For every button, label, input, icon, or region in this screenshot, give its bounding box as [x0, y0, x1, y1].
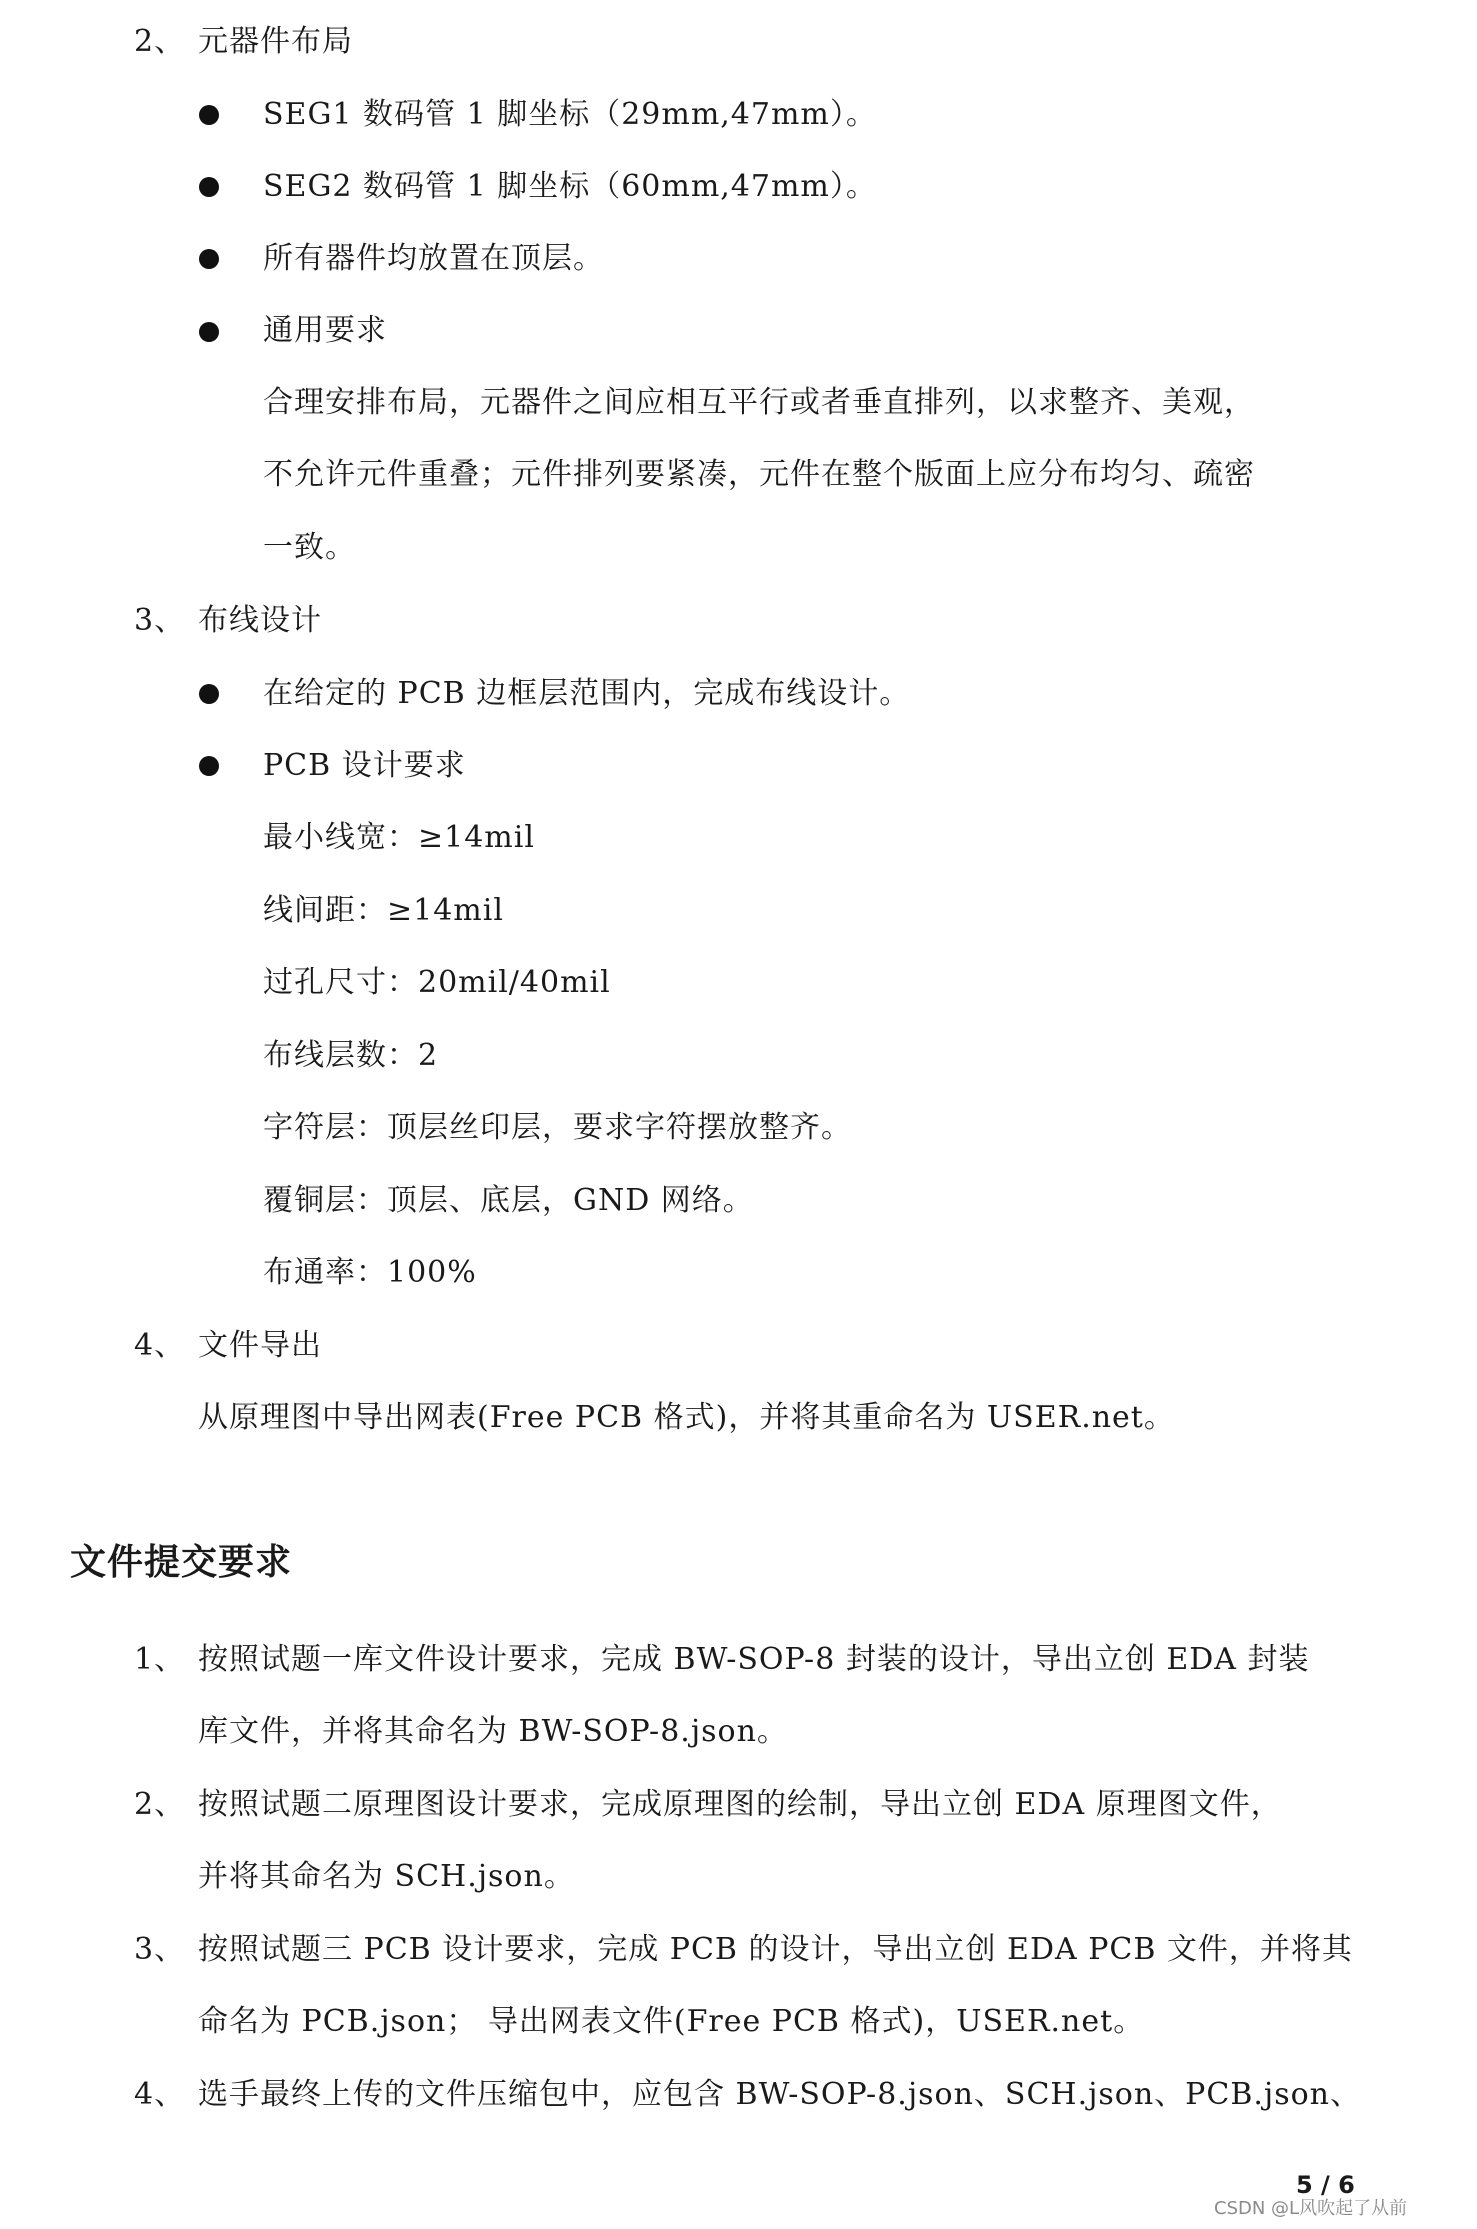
list-item: 按照试题二原理图设计要求，完成原理图的绘制，导出立创 EDA 原理图文件， — [198, 1787, 1282, 1822]
requirement-line: 最小线宽：≥14mil — [263, 820, 535, 855]
requirement-line: 覆铜层：顶层、底层，GND 网络。 — [263, 1183, 754, 1218]
bullet-dot — [199, 249, 219, 269]
paragraph-line: 不允许元件重叠；元件排列要紧凑，元件在整个版面上应分布均匀、疏密 — [263, 457, 1255, 492]
bullet-item: SEG2 数码管 1 脚坐标（60mm,47mm）。 — [263, 169, 877, 204]
bullet-dot — [199, 105, 219, 125]
list-item-continuation: 命名为 PCB.json； 导出网表文件(Free PCB 格式)，USER.net。 — [198, 2004, 1145, 2039]
list-number: 4、 — [134, 2077, 186, 2112]
bullet-dot — [199, 322, 219, 342]
list-item-continuation: 库文件，并将其命名为 BW-SOP-8.json。 — [198, 1714, 788, 1749]
bullet-item: 所有器件均放置在顶层。 — [263, 241, 604, 276]
bullet-item: PCB 设计要求 — [263, 748, 466, 783]
paragraph-line: 一致。 — [263, 530, 356, 565]
list-item-continuation: 并将其命名为 SCH.json。 — [198, 1859, 575, 1894]
requirement-line: 过孔尺寸：20mil/40mil — [263, 965, 611, 1000]
watermark-text: CSDN @L风吹起了从前 — [1214, 2198, 1408, 2219]
section-heading: 文件导出 — [198, 1328, 322, 1363]
bullet-dot — [199, 177, 219, 197]
section-heading: 布线设计 — [198, 603, 322, 638]
list-number: 1、 — [134, 1642, 186, 1677]
bullet-dot — [199, 684, 219, 704]
requirement-line: 字符层：顶层丝印层，要求字符摆放整齐。 — [263, 1110, 852, 1145]
bullet-item: 通用要求 — [263, 313, 387, 348]
list-item: 选手最终上传的文件压缩包中，应包含 BW-SOP-8.json、SCH.json、PCB.json、 — [198, 2077, 1361, 2112]
paragraph-line: 合理安排布局，元器件之间应相互平行或者垂直排列，以求整齐、美观， — [263, 385, 1255, 420]
section-title: 文件提交要求 — [70, 1542, 293, 1583]
bullet-item: SEG1 数码管 1 脚坐标（29mm,47mm）。 — [263, 97, 877, 132]
section-number: 3、 — [134, 603, 186, 638]
bullet-dot — [199, 756, 219, 776]
list-number: 3、 — [134, 1932, 186, 1967]
page-number: 5 / 6 — [1296, 2171, 1355, 2199]
list-item: 按照试题一库文件设计要求，完成 BW-SOP-8 封装的设计，导出立创 EDA 封装 — [198, 1642, 1310, 1677]
list-number: 2、 — [134, 1787, 186, 1822]
section-number: 2、 — [134, 24, 186, 59]
paragraph-line: 从原理图中导出网表(Free PCB 格式)，并将其重命名为 USER.net。 — [198, 1400, 1175, 1435]
bullet-item: 在给定的 PCB 边框层范围内，完成布线设计。 — [263, 676, 911, 711]
requirement-line: 布线层数：2 — [263, 1038, 439, 1073]
section-heading: 元器件布局 — [198, 24, 353, 59]
requirement-line: 布通率：100% — [263, 1255, 477, 1290]
list-item: 按照试题三 PCB 设计要求，完成 PCB 的设计，导出立创 EDA PCB 文件，并将其 — [198, 1932, 1353, 1967]
requirement-line: 线间距：≥14mil — [263, 893, 504, 928]
section-number: 4、 — [134, 1328, 186, 1363]
